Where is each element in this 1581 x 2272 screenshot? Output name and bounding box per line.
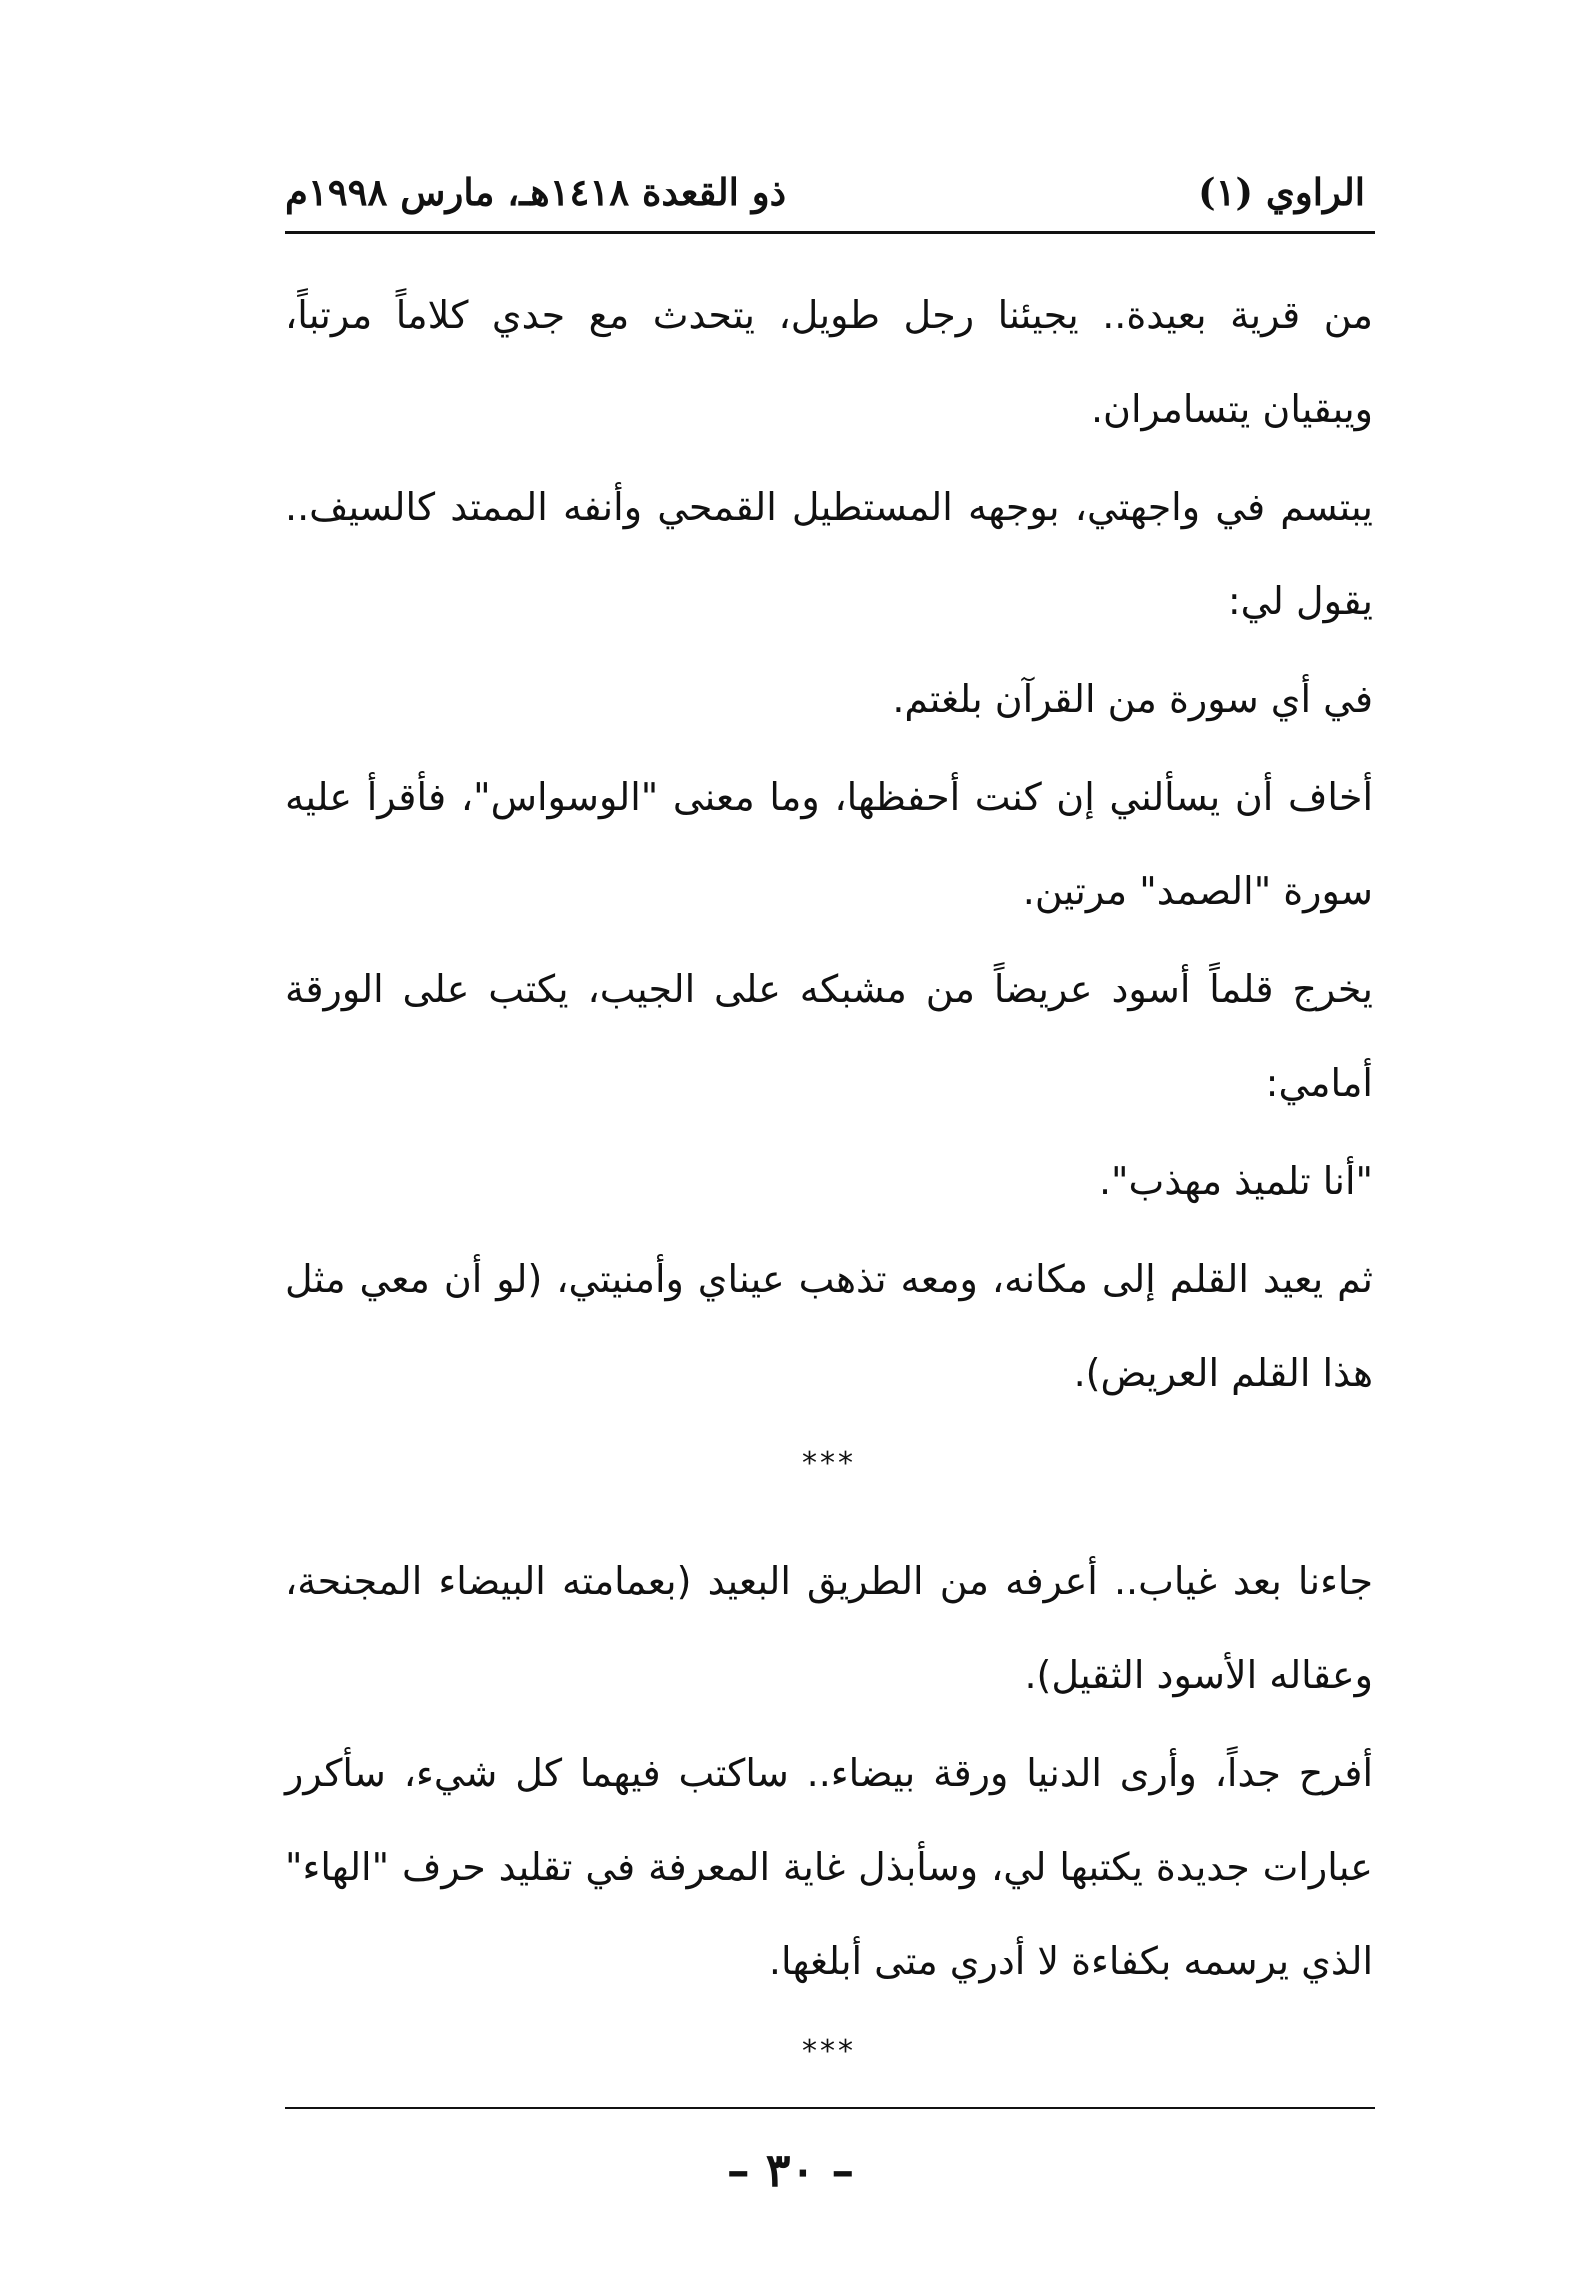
paragraph: يبتسم في واجهتي، بوجهه المستطيل القمحي وأنفه الممتد كالسيف.. يقول لي: [285,485,1373,623]
running-header [285,160,1375,230]
header-divider [285,231,1375,234]
journal-title: الراوي (١) [1198,170,1365,214]
section-separator: *** [802,1446,856,1481]
paragraph: "أنا تلميذ مهذب". [1098,1159,1373,1203]
footer-divider [285,2107,1375,2109]
paragraph: جاءنا بعد غياب.. أعرفه من الطريق البعيد (بعمامته البيضاء المجنحة، وعقاله الأسود الثقيل). [285,1559,1373,1697]
article-body [285,268,1373,2122]
paragraph: يخرج قلماً أسود عريضاً من مشبكه على الجيب، يكتب على الورقة أمامي: [285,967,1373,1105]
paragraph: في أي سورة من القرآن بلغتم. [892,677,1373,721]
issue-date: ذو القعدة ١٤١٨هـ، مارس ١٩٩٨م [285,170,787,214]
paragraph: من قرية بعيدة.. يجيئنا رجل طويل، يتحدث مع جدي كلاماً مرتباً، ويبقيان يتسامران. [285,293,1373,431]
paragraph: ثم يعيد القلم إلى مكانه، ومعه تذهب عيناي وأمنيتي، (لو أن معي مثل هذا القلم العريض). [285,1257,1373,1395]
section-separator: *** [802,2034,856,2069]
page-number: – ٣٠ – [726,2143,855,2197]
paragraph: أخاف أن يسألني إن كنت أحفظها، وما معنى "الوسواس"، فأقرأ عليه سورة "الصمد" مرتين. [285,775,1373,913]
paragraph: أفرح جداً، وأرى الدنيا ورقة بيضاء.. ساكتب فيهما كل شيء، سأكرر عبارات جديدة يكتبها لي، وسأبذل غاية المعرفة في تقليد حرف "الهاء" الذي يرسمه بكفاءة لا أدري متى أبلغها. [285,1751,1373,1983]
